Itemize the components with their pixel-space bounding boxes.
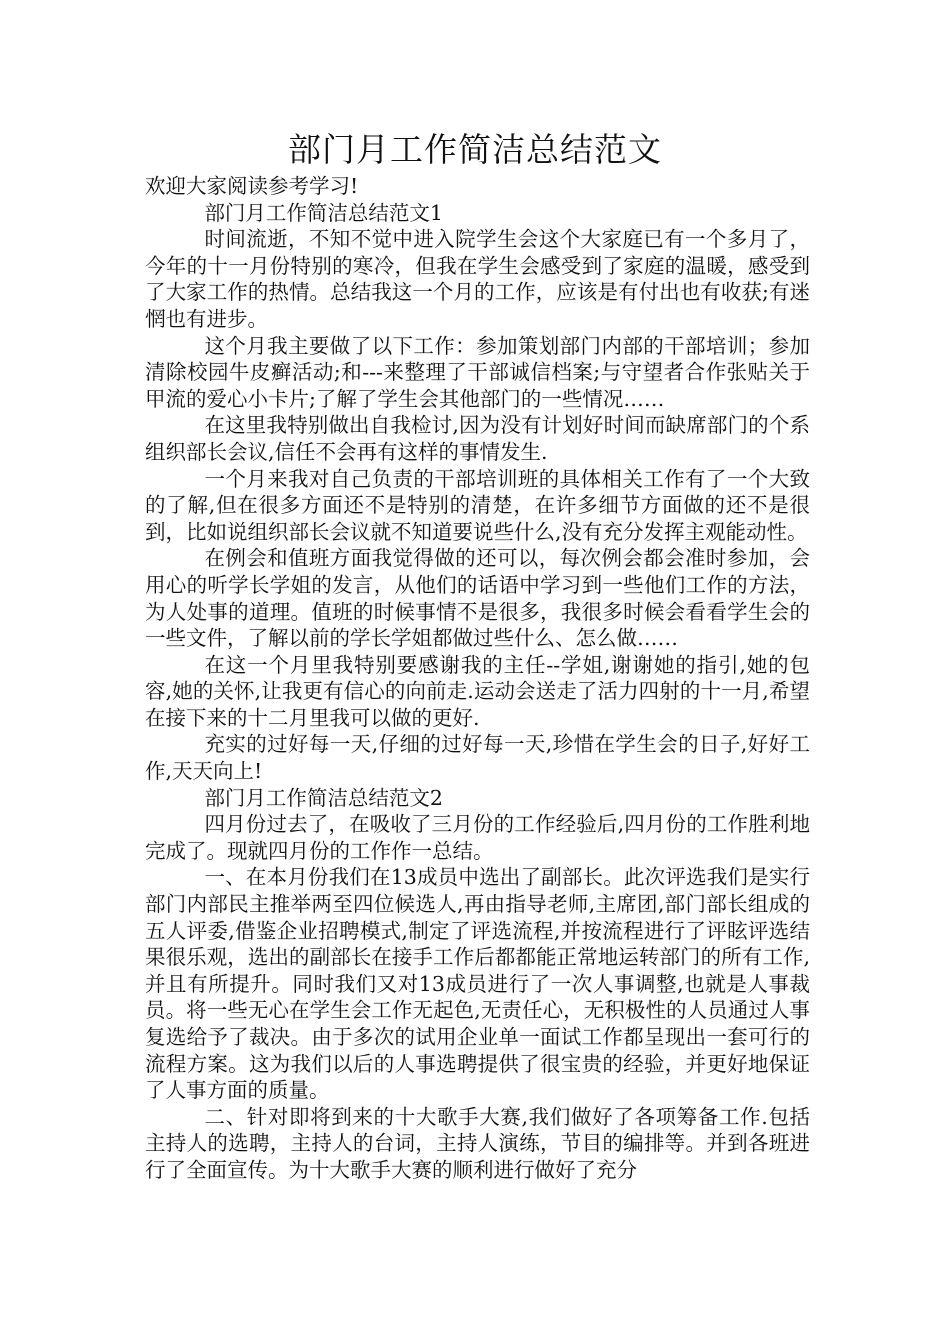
paragraph: 四月份过去了，在吸收了三月份的工作经验后,四月份的工作胜利地完成了。现就四月份的工作作一总结。 <box>145 812 810 863</box>
paragraph: 充实的过好每一天,仔细的过好每一天,珍惜在学生会的日子,好好工作,天天向上! <box>145 732 810 784</box>
section-heading: 部门月工作简洁总结范文1 <box>204 200 443 225</box>
section-heading: 部门月工作简洁总结范文2 <box>204 785 443 810</box>
paragraph: 二、针对即将到来的十大歌手大赛,我们做好了各项筹备工作.包括主持人的选聘，主持人的台词，主持人演练，节目的编排等。并到各班进行了全面宣传。为十大歌手大赛的顺利进行做好了充分 <box>145 1104 810 1182</box>
paragraph: 一个月来我对自己负责的干部培训班的具体相关工作有了一个大致的了解,但在很多方面还不是特别的清楚，在许多细节方面做的还不是很到，比如说组织部长会议就不知道要说些什么,没有充分发挥主观能动性。 <box>145 466 810 544</box>
paragraph: 在这里我特别做出自我检讨,因为没有计划好时间而缺席部门的个系组织部长会议,信任不会再有这样的事情发生. <box>145 413 810 464</box>
paragraph: 一、在本月份我们在13成员中选出了副部长。此次评选我们是实行部门内部民主推举两至四位候选人,再由指导老师,主席团,部门部长组成的五人评委,借鉴企业招聘模式,制定了评选流程,并按流程进行了评眩评选结果很乐观，选出的副部长在接手工作后都都能正常地运转部门的所有工作,并且有所提升。同时我们又对13成员进行了一次人事调整,也就是人事裁员。将一些无心在学生会工作无起色,无责任心，无积极性的人员通过人事复选给予了裁决。由于多次的试用企业单一面试工作都呈现出一套可行的流程方案。这为我们以后的人事选聘提供了很宝贵的经验，并更好地保证了人事方面的质量。 <box>145 865 810 1103</box>
document-title: 部门月工作简洁总结范文 <box>288 130 662 169</box>
paragraph: 在例会和值班方面我觉得做的还可以，每次例会都会准时参加，会用心的听学长学姐的发言，从他们的话语中学习到一些他们工作的方法，为人处事的道理。值班的时候事情不是很多，我很多时候会看看学生会的一些文件，了解以前的学长学姐都做过些什么、怎么做…… <box>145 546 810 651</box>
paragraph: 在这一个月里我特别要感谢我的主任--学姐,谢谢她的指引,她的包容,她的关怀,让我更有信心的向前走.运动会送走了活力四射的十一月,希望在接下来的十二月里我可以做的更好. <box>145 652 810 730</box>
paragraph: 时间流逝，不知不觉中进入院学生会这个大家庭已有一个多月了，今年的十一月份特别的寒冷，但我在学生会感受到了家庭的温暖，感受到了大家工作的热情。总结我这一个月的工作，应该是有付出也有收获;有迷惘也有进步。 <box>145 227 810 331</box>
intro-line: 欢迎大家阅读参考学习! <box>145 174 359 198</box>
document-body <box>145 173 810 1184</box>
paragraph: 这个月我主要做了以下工作：参加策划部门内部的干部培训；参加清除校园牛皮癣活动;和---来整理了干部诚信档案;与守望者合作张贴关于甲流的爱心小卡片;了解了学生会其他部门的一些情况…… <box>145 333 810 411</box>
